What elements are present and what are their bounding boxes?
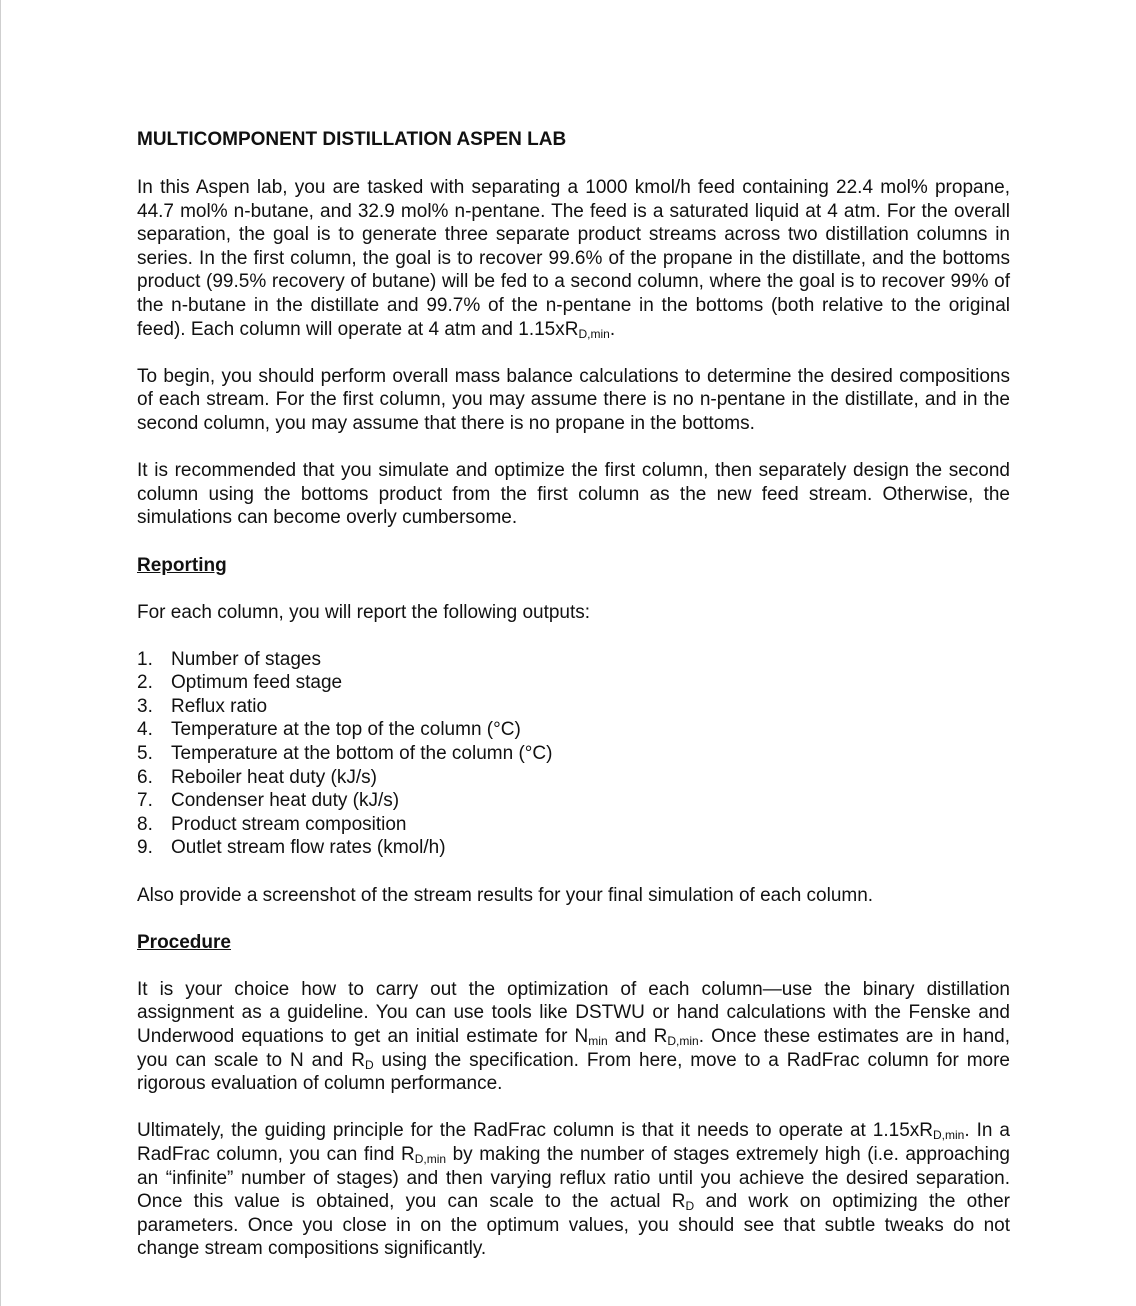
intro-subscript: D,min: [578, 326, 610, 341]
subscript: D,min: [667, 1034, 699, 1048]
procedure-paragraph-1: [137, 978, 1010, 1096]
list-item: [137, 671, 1010, 695]
subscript: min: [588, 1034, 608, 1048]
list-number: 8.: [137, 813, 153, 835]
document-title: MULTICOMPONENT DISTILLATION ASPEN LAB: [137, 129, 567, 150]
intro-end: .: [609, 318, 616, 340]
document-body: [137, 128, 1010, 1285]
procedure-paragraph-2: [137, 1119, 1010, 1261]
text-run: . In a RadFrac column, you can find R: [137, 1120, 1010, 1165]
subscript: D: [685, 1199, 695, 1214]
list-label: Optimum feed stage: [171, 672, 343, 694]
list-label: Number of stages: [171, 648, 321, 670]
list-item: [137, 789, 1010, 813]
list-number: 2.: [137, 672, 153, 694]
intro-text: In this Aspen lab, you are tasked with separating a 1000 kmol/h feed containing 22.4 mol% propane, 44.7 mol% n-butane, and 32.9 mol% n-pentane. The feed is a saturated liquid at 4 atm. For the overall separation, the goal is to generate three separate product streams across two distillation columns in series. In the first column, the goal is to recover 99.6% of the propane in the distillate, and the bottoms product (99.5% recovery of butane) will be fed to a second column, where the goal is to recover 99% of the n-butane in the distillate and 99.7% of the n-pentane in the bottoms (both relative to the original feed). Each column will operate at 4 atm and 1.15xR: [137, 177, 1010, 340]
list-label: Reboiler heat duty (kJ/s): [171, 766, 377, 788]
subscript: D: [364, 1057, 374, 1072]
list-item: [137, 718, 1010, 742]
recommend-paragraph: It is recommended that you simulate and optimize the first column, then separately design the second column using the bottoms product from the first column as the new feed stream. Otherwise, the simulations can become overly cumbersome.: [137, 460, 1010, 529]
begin-paragraph: To begin, you should perform overall mass balance calculations to determine the desired compositions of each stream. For the first column, you may assume there is no n-pentane in the distillate, and in the second column, you may assume that there is no propane in the bottoms.: [137, 365, 1010, 434]
list-number: 1.: [137, 648, 153, 670]
text-run: . Once these estimates are in hand, you can scale to N and R: [137, 1026, 1010, 1071]
screenshot-note: Also provide a screenshot of the stream results for your final simulation of each column.: [137, 884, 874, 906]
list-number: 5.: [137, 743, 153, 765]
list-item: [137, 813, 1010, 837]
list-label: Product stream composition: [171, 813, 407, 835]
subscript: D,min: [933, 1128, 965, 1143]
text-run: and R: [607, 1026, 668, 1047]
list-item: [137, 766, 1010, 790]
text-run: by making the number of stages extremely high (i.e. approaching an “infinite” number of stages) and then varying reflux ratio until you achieve the desired separation. Once this value is obtained, you can scale to the actual R: [137, 1143, 1010, 1213]
list-label: Temperature at the top of the column (°C): [171, 719, 521, 741]
list-item: [137, 836, 1010, 860]
list-number: 9.: [137, 837, 153, 859]
reporting-heading: Reporting: [137, 554, 227, 576]
text-run: using the specification. From here, move to a RadFrac column for more rigorous evaluation of column performance.: [137, 1049, 1010, 1095]
reporting-list: [137, 648, 1010, 860]
list-label: Condenser heat duty (kJ/s): [171, 790, 400, 812]
text-run: Ultimately, the guiding principle for the RadFrac column is that it needs to operate at 1.15xR: [137, 1120, 934, 1142]
list-number: 4.: [137, 719, 153, 741]
text-run: and work on optimizing the other parameters. Once you close in on the optimum values, you should see that subtle tweaks do not change stream compositions significantly.: [137, 1191, 1010, 1260]
list-label: Outlet stream flow rates (kmol/h): [171, 837, 446, 859]
procedure-heading: Procedure: [137, 931, 231, 953]
list-item: [137, 648, 1010, 672]
list-number: 7.: [137, 790, 153, 812]
list-number: 6.: [137, 766, 153, 788]
intro-paragraph: [137, 176, 1010, 341]
list-item: [137, 742, 1010, 766]
list-label: Temperature at the bottom of the column (°C): [171, 743, 553, 765]
reporting-lead: For each column, you will report the following outputs:: [137, 601, 591, 623]
list-item: [137, 695, 1010, 719]
text-run: It is your choice how to carry out the optimization of each column—use the binary distillation assignment as a guideline. You can use tools like DSTWU or hand calculations with the Fenske and Underwood equations to get an initial estimate for N: [137, 978, 1010, 1047]
list-label: Reflux ratio: [171, 695, 268, 717]
subscript: D,min: [414, 1151, 447, 1166]
list-number: 3.: [137, 695, 153, 717]
